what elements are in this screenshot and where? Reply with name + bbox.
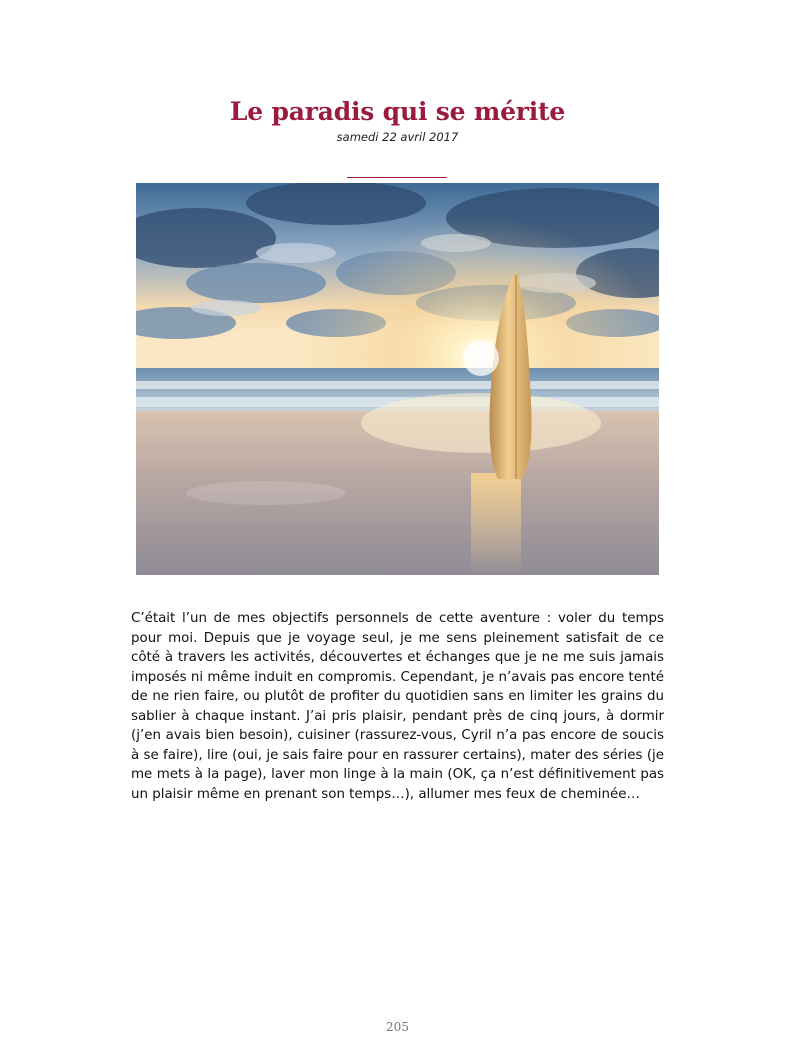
surfboard-beach-photo [136,183,659,575]
title-divider [347,177,447,178]
article-body: C’était l’un de mes objectifs personnels de cette aventure : voler du temps pour moi. Depuis que je voyage seul, je me sens pleinement satisfait de ce côté à travers les activités, découvertes et échanges que je ne me suis jamais imposés ni même induit en compromis. Cependant, je n’avais pas encore tenté de ne rien faire, ou plutôt de profiter du quotidien sans en limiter les grains du sablier à chaque instant. J’ai pris plaisir, pendant près de cinq jours, à dormir (j’en avais bien besoin), cuisiner (rassurez-vous, Cyril n’a pas encore de soucis à se faire), lire (oui, je sais faire pour en rassurer certains), mater des séries (je me mets à la page), laver mon linge à la main (OK, ça n’est définitivement pas un plaisir même en prenant son temps…), allumer mes feux de cheminée… [131,611,664,802]
page-number: 205 [386,1020,409,1034]
article-date: samedi 22 avril 2017 [336,130,459,144]
article-title: Le paradis qui se mérite [229,97,566,126]
